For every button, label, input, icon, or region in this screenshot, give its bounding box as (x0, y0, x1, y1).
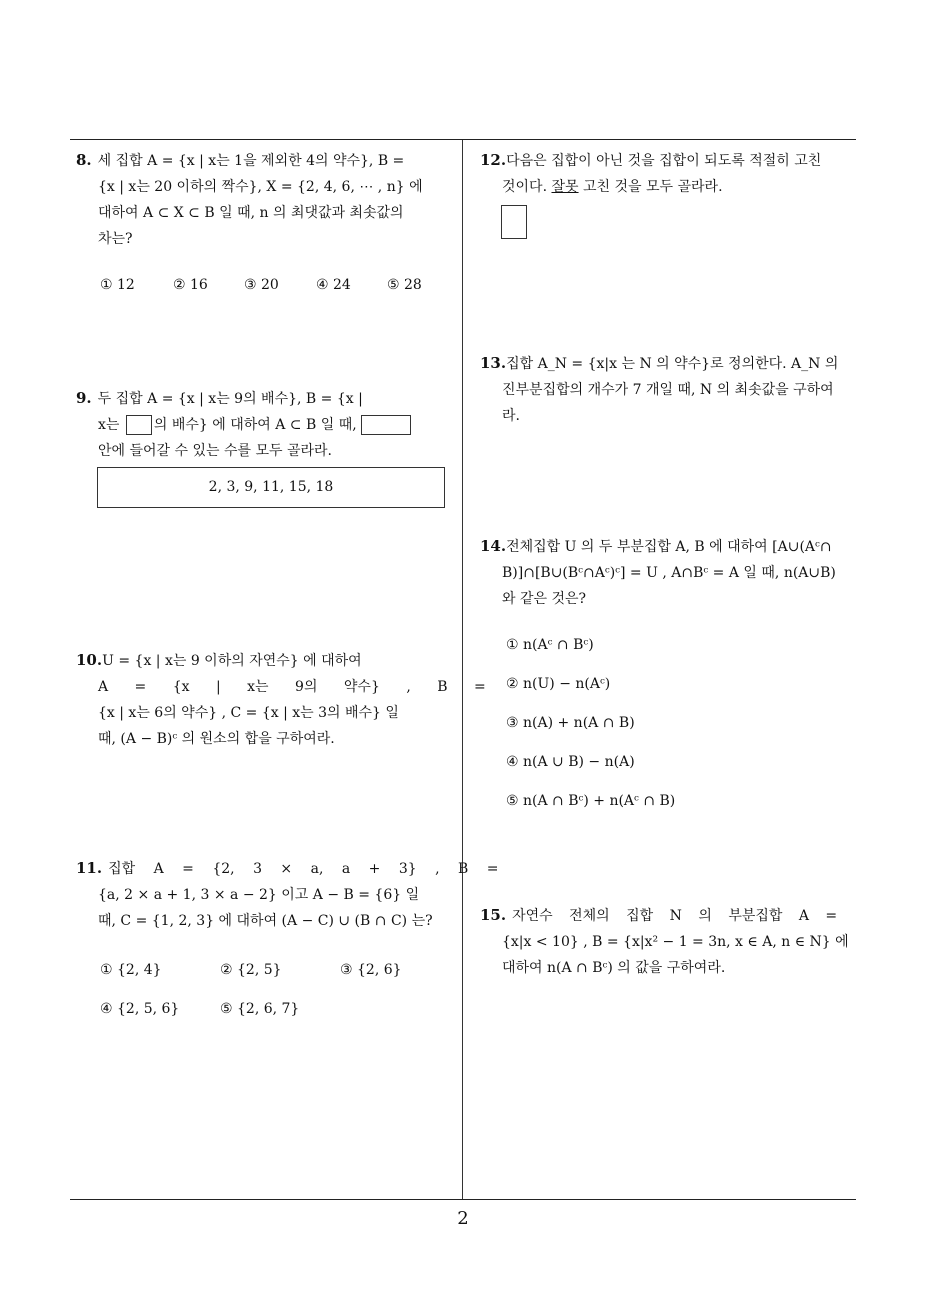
question-text: {x | x는 20 이하의 짝수}, X = {2, 4, 6, ⋯ , n} 에 (98, 179, 423, 195)
question-text: 자연수 전체의 집합 N 의 부분집합 A = (512, 908, 838, 924)
question-number: 9. (76, 389, 92, 407)
question-number: 15. (480, 906, 507, 924)
option-box-text: 2, 3, 9, 11, 15, 18 (208, 479, 334, 495)
question-text: U = {x | x는 9 이하의 자연수} 에 대하여 (102, 653, 362, 669)
question-text: 집합 A = {2, 3 × a, a + 3} , B = (108, 861, 499, 877)
question-9 (76, 385, 458, 464)
choice-option[interactable]: ③ {2, 6} (340, 962, 402, 978)
blank-box (126, 415, 152, 435)
question-text: B)]∩[B∪(Bᶜ∩Aᶜ)ᶜ] = U , A∩Bᶜ = A 일 때, n(A∪B) (502, 565, 836, 581)
question-text: 두 집합 A = {x | x는 9의 배수}, B = {x | (97, 391, 363, 407)
question-14 (480, 533, 860, 612)
question-10 (76, 647, 486, 752)
question-number: 12. (480, 151, 507, 169)
emphasis-text: 잘못 (551, 179, 579, 195)
image-placeholder-box (501, 205, 527, 239)
top-rule (70, 139, 856, 140)
choice-option[interactable]: ② 16 (173, 277, 208, 293)
question-text: 라. (502, 408, 520, 424)
option-box (97, 467, 445, 508)
bottom-rule (70, 1199, 856, 1200)
choice-option[interactable]: ① {2, 4} (100, 962, 162, 978)
question-text: x는 (98, 417, 120, 433)
choice-option[interactable]: ⑤ {2, 6, 7} (220, 1001, 300, 1017)
page-number: 2 (457, 1208, 469, 1229)
question-text: 집합 A_N = {x|x 는 N 의 약수}로 정의한다. A_N 의 (506, 356, 839, 372)
question-text: 와 같은 것은? (502, 591, 587, 607)
choice-option[interactable]: ⑤ 28 (387, 277, 422, 293)
question-text: 안에 들어갈 수 있는 수를 모두 골라라. (98, 443, 333, 459)
choice-option[interactable]: ⑤ n(A ∩ Bᶜ) + n(Aᶜ ∩ B) (506, 793, 676, 809)
choice-option[interactable]: ② {2, 5} (220, 962, 282, 978)
question-number: 11. (76, 859, 103, 877)
question-text: 대하여 A ⊂ X ⊂ B 일 때, n 의 최댓값과 최솟값의 (98, 205, 404, 221)
question-number: 13. (480, 354, 507, 372)
choice-option[interactable]: ④ 24 (316, 277, 351, 293)
choice-option[interactable]: ③ n(A) + n(A ∩ B) (506, 715, 635, 731)
choice-option[interactable]: ① 12 (100, 277, 135, 293)
question-text: {a, 2 × a + 1, 3 × a − 2} 이고 A − B = {6} 일 (98, 887, 420, 903)
question-text: {x | x는 6의 약수} , C = {x | x는 3의 배수} 일 (98, 705, 399, 721)
question-12 (480, 147, 860, 200)
question-15 (480, 902, 860, 981)
question-number: 10. (76, 651, 103, 669)
choice-option[interactable]: ④ n(A ∪ B) − n(A) (506, 754, 635, 770)
question-text: 때, (A − B)ᶜ 의 원소의 합을 구하여라. (98, 731, 335, 747)
question-number: 14. (480, 537, 507, 555)
question-text: 고친 것을 모두 골라라. (583, 179, 723, 195)
question-13 (480, 350, 860, 429)
question-text: 세 집합 A = {x | x는 1을 제외한 4의 약수}, B = (97, 153, 405, 169)
choice-option[interactable]: ③ 20 (244, 277, 279, 293)
question-text: 대하여 n(A ∩ Bᶜ) 의 값을 구하여라. (502, 960, 726, 976)
question-text: 의 배수} 에 대하여 A ⊂ B 일 때, (153, 417, 357, 433)
question-text: 차는? (98, 231, 133, 247)
question-text: 때, C = {1, 2, 3} 에 대하여 (A − C) ∪ (B ∩ C) 는? (98, 913, 433, 929)
question-text: 것이다. (502, 179, 548, 195)
question-text: {x|x < 10} , B = {x|x² − 1 = 3n, x ∈ A, n ∈ N} 에 (502, 934, 849, 950)
choice-option[interactable]: ① n(Aᶜ ∩ Bᶜ) (506, 637, 594, 653)
question-text: 진부분집합의 개수가 7 개일 때, N 의 최솟값을 구하여 (502, 382, 834, 398)
choice-option[interactable]: ② n(U) − n(Aᶜ) (506, 676, 611, 692)
column-divider (462, 140, 463, 1200)
question-text: 전체집합 U 의 두 부분집합 A, B 에 대하여 [A∪(Aᶜ∩ (506, 539, 832, 555)
question-text: A = {x | x는 9의 약수} , B = (98, 679, 486, 695)
blank-box (361, 415, 411, 435)
question-number: 8. (76, 151, 92, 169)
question-8 (76, 147, 456, 252)
question-text: 다음은 집합이 아닌 것을 집합이 되도록 적절히 고친 (506, 153, 822, 169)
choice-option[interactable]: ④ {2, 5, 6} (100, 1001, 180, 1017)
